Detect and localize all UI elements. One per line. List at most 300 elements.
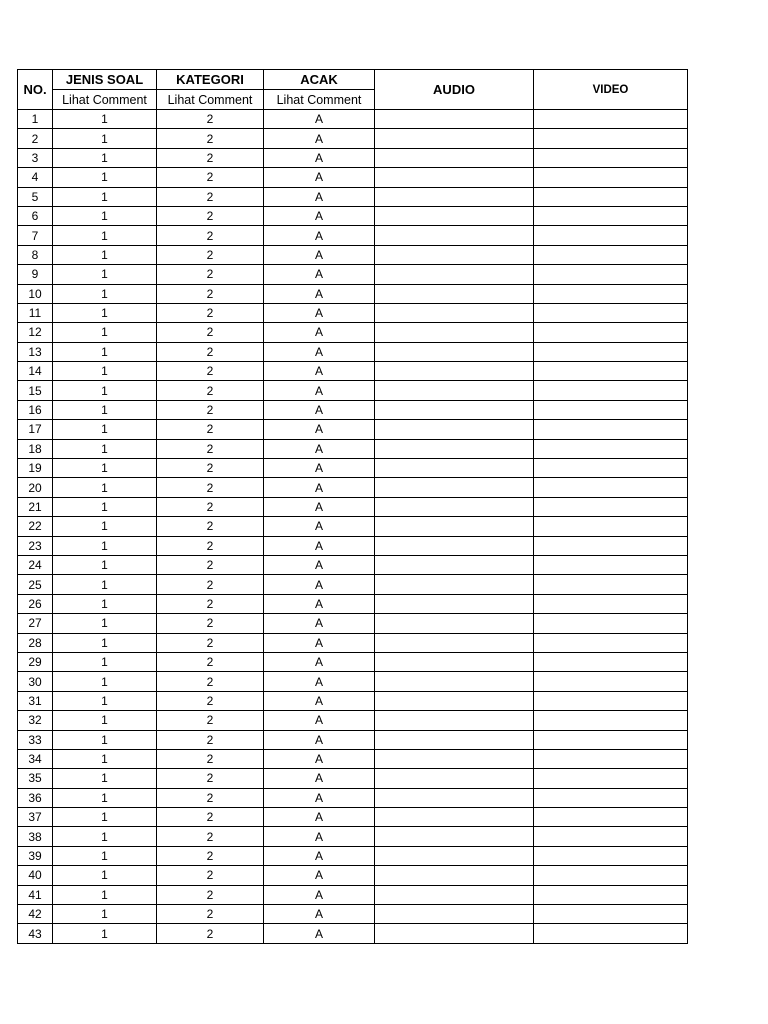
cell-jenis-soal[interactable]: 1 <box>53 245 157 264</box>
table-row <box>18 769 688 788</box>
cell-no[interactable]: 32 <box>18 711 53 730</box>
cell-acak[interactable]: A <box>264 284 375 303</box>
cell-kategori[interactable]: 2 <box>157 226 264 245</box>
cell-kategori[interactable]: 2 <box>157 187 264 206</box>
cell-no[interactable]: 18 <box>18 439 53 458</box>
cell-acak[interactable]: A <box>264 245 375 264</box>
cell-audio[interactable] <box>375 168 534 187</box>
cell-audio[interactable] <box>375 342 534 361</box>
subheader-jenis-soal[interactable]: Lihat Comment <box>53 90 157 110</box>
cell-jenis-soal[interactable]: 1 <box>53 226 157 245</box>
cell-audio[interactable] <box>375 265 534 284</box>
cell-no[interactable]: 42 <box>18 905 53 924</box>
cell-kategori[interactable]: 2 <box>157 885 264 904</box>
cell-jenis-soal[interactable]: 1 <box>53 439 157 458</box>
cell-kategori[interactable]: 2 <box>157 439 264 458</box>
cell-acak[interactable]: A <box>264 711 375 730</box>
cell-jenis-soal[interactable]: 1 <box>53 265 157 284</box>
table-row <box>18 400 688 419</box>
cell-audio[interactable] <box>375 594 534 613</box>
cell-no[interactable]: 31 <box>18 691 53 710</box>
cell-jenis-soal[interactable]: 1 <box>53 187 157 206</box>
cell-audio[interactable] <box>375 924 534 943</box>
cell-video[interactable] <box>534 478 688 497</box>
cell-jenis-soal[interactable]: 1 <box>53 885 157 904</box>
cell-jenis-soal[interactable]: 1 <box>53 614 157 633</box>
cell-video[interactable] <box>534 846 688 865</box>
cell-acak[interactable]: A <box>264 342 375 361</box>
table-row <box>18 439 688 458</box>
cell-jenis-soal[interactable]: 1 <box>53 866 157 885</box>
cell-acak[interactable]: A <box>264 400 375 419</box>
table-row <box>18 614 688 633</box>
cell-kategori[interactable]: 2 <box>157 284 264 303</box>
cell-kategori[interactable]: 2 <box>157 148 264 167</box>
cell-audio[interactable] <box>375 866 534 885</box>
cell-jenis-soal[interactable]: 1 <box>53 110 157 129</box>
cell-audio[interactable] <box>375 129 534 148</box>
cell-kategori[interactable]: 2 <box>157 381 264 400</box>
table-row <box>18 381 688 400</box>
table-row <box>18 226 688 245</box>
question-table <box>17 69 688 944</box>
cell-video[interactable] <box>534 459 688 478</box>
cell-no[interactable]: 2 <box>18 129 53 148</box>
table-row <box>18 187 688 206</box>
cell-acak[interactable]: A <box>264 478 375 497</box>
cell-video[interactable] <box>534 924 688 943</box>
cell-acak[interactable]: A <box>264 769 375 788</box>
table-row <box>18 342 688 361</box>
cell-audio[interactable] <box>375 148 534 167</box>
cell-video[interactable] <box>534 594 688 613</box>
cell-audio[interactable] <box>375 633 534 652</box>
cell-kategori[interactable]: 2 <box>157 555 264 574</box>
cell-video[interactable] <box>534 148 688 167</box>
cell-no[interactable]: 9 <box>18 265 53 284</box>
cell-audio[interactable] <box>375 245 534 264</box>
cell-video[interactable] <box>534 420 688 439</box>
cell-no[interactable]: 33 <box>18 730 53 749</box>
cell-audio[interactable] <box>375 323 534 342</box>
table-header <box>18 70 688 110</box>
cell-jenis-soal[interactable]: 1 <box>53 129 157 148</box>
column-header-acak[interactable]: ACAK <box>264 70 375 90</box>
cell-audio[interactable] <box>375 905 534 924</box>
cell-audio[interactable] <box>375 827 534 846</box>
cell-jenis-soal[interactable]: 1 <box>53 323 157 342</box>
cell-video[interactable] <box>534 691 688 710</box>
cell-kategori[interactable]: 2 <box>157 711 264 730</box>
table-row <box>18 497 688 516</box>
cell-audio[interactable] <box>375 284 534 303</box>
cell-video[interactable] <box>534 206 688 225</box>
cell-audio[interactable] <box>375 788 534 807</box>
cell-acak[interactable]: A <box>264 885 375 904</box>
cell-no[interactable]: 16 <box>18 400 53 419</box>
table-row <box>18 536 688 555</box>
cell-kategori[interactable]: 2 <box>157 808 264 827</box>
cell-acak[interactable]: A <box>264 575 375 594</box>
cell-jenis-soal[interactable]: 1 <box>53 206 157 225</box>
table-row <box>18 129 688 148</box>
cell-audio[interactable] <box>375 517 534 536</box>
cell-video[interactable] <box>534 168 688 187</box>
cell-acak[interactable]: A <box>264 633 375 652</box>
cell-kategori[interactable]: 2 <box>157 420 264 439</box>
cell-video[interactable] <box>534 652 688 671</box>
cell-kategori[interactable]: 2 <box>157 749 264 768</box>
cell-video[interactable] <box>534 187 688 206</box>
cell-no[interactable]: 23 <box>18 536 53 555</box>
cell-no[interactable]: 1 <box>18 110 53 129</box>
cell-jenis-soal[interactable]: 1 <box>53 497 157 516</box>
cell-no[interactable]: 21 <box>18 497 53 516</box>
cell-jenis-soal[interactable]: 1 <box>53 362 157 381</box>
cell-jenis-soal[interactable]: 1 <box>53 342 157 361</box>
cell-kategori[interactable]: 2 <box>157 245 264 264</box>
cell-acak[interactable]: A <box>264 924 375 943</box>
cell-audio[interactable] <box>375 187 534 206</box>
cell-jenis-soal[interactable]: 1 <box>53 808 157 827</box>
cell-audio[interactable] <box>375 555 534 574</box>
cell-video[interactable] <box>534 633 688 652</box>
cell-acak[interactable]: A <box>264 691 375 710</box>
cell-jenis-soal[interactable]: 1 <box>53 517 157 536</box>
cell-kategori[interactable]: 2 <box>157 168 264 187</box>
cell-video[interactable] <box>534 788 688 807</box>
table-row <box>18 711 688 730</box>
cell-audio[interactable] <box>375 303 534 322</box>
cell-kategori[interactable]: 2 <box>157 265 264 284</box>
cell-kategori[interactable]: 2 <box>157 846 264 865</box>
cell-audio[interactable] <box>375 652 534 671</box>
cell-jenis-soal[interactable]: 1 <box>53 905 157 924</box>
cell-audio[interactable] <box>375 614 534 633</box>
table-row <box>18 265 688 284</box>
cell-kategori[interactable]: 2 <box>157 342 264 361</box>
cell-acak[interactable]: A <box>264 381 375 400</box>
cell-acak[interactable]: A <box>264 517 375 536</box>
cell-jenis-soal[interactable]: 1 <box>53 303 157 322</box>
cell-jenis-soal[interactable]: 1 <box>53 633 157 652</box>
cell-jenis-soal[interactable]: 1 <box>53 381 157 400</box>
cell-acak[interactable]: A <box>264 788 375 807</box>
cell-no[interactable]: 36 <box>18 788 53 807</box>
cell-jenis-soal[interactable]: 1 <box>53 924 157 943</box>
cell-acak[interactable]: A <box>264 362 375 381</box>
cell-audio[interactable] <box>375 400 534 419</box>
cell-kategori[interactable]: 2 <box>157 730 264 749</box>
cell-kategori[interactable]: 2 <box>157 362 264 381</box>
cell-jenis-soal[interactable]: 1 <box>53 400 157 419</box>
cell-audio[interactable] <box>375 536 534 555</box>
cell-jenis-soal[interactable]: 1 <box>53 672 157 691</box>
cell-kategori[interactable]: 2 <box>157 110 264 129</box>
cell-kategori[interactable]: 2 <box>157 866 264 885</box>
cell-video[interactable] <box>534 517 688 536</box>
cell-jenis-soal[interactable]: 1 <box>53 148 157 167</box>
cell-acak[interactable]: A <box>264 497 375 516</box>
cell-kategori[interactable]: 2 <box>157 827 264 846</box>
cell-kategori[interactable]: 2 <box>157 633 264 652</box>
cell-video[interactable] <box>534 672 688 691</box>
cell-jenis-soal[interactable]: 1 <box>53 168 157 187</box>
cell-kategori[interactable]: 2 <box>157 536 264 555</box>
cell-no[interactable]: 37 <box>18 808 53 827</box>
cell-video[interactable] <box>534 905 688 924</box>
cell-jenis-soal[interactable]: 1 <box>53 284 157 303</box>
cell-jenis-soal[interactable]: 1 <box>53 594 157 613</box>
table-row <box>18 846 688 865</box>
cell-kategori[interactable]: 2 <box>157 672 264 691</box>
cell-no[interactable]: 17 <box>18 420 53 439</box>
cell-no[interactable]: 3 <box>18 148 53 167</box>
cell-acak[interactable]: A <box>264 226 375 245</box>
cell-audio[interactable] <box>375 420 534 439</box>
table-row <box>18 206 688 225</box>
cell-no[interactable]: 27 <box>18 614 53 633</box>
cell-jenis-soal[interactable]: 1 <box>53 536 157 555</box>
cell-video[interactable] <box>534 575 688 594</box>
cell-video[interactable] <box>534 245 688 264</box>
cell-audio[interactable] <box>375 439 534 458</box>
header-row <box>18 70 688 90</box>
cell-no[interactable]: 7 <box>18 226 53 245</box>
cell-kategori[interactable]: 2 <box>157 459 264 478</box>
cell-jenis-soal[interactable]: 1 <box>53 652 157 671</box>
cell-video[interactable] <box>534 265 688 284</box>
cell-acak[interactable]: A <box>264 672 375 691</box>
cell-acak[interactable]: A <box>264 187 375 206</box>
cell-jenis-soal[interactable]: 1 <box>53 788 157 807</box>
cell-no[interactable]: 40 <box>18 866 53 885</box>
cell-audio[interactable] <box>375 478 534 497</box>
cell-audio[interactable] <box>375 206 534 225</box>
cell-jenis-soal[interactable]: 1 <box>53 827 157 846</box>
table-row <box>18 323 688 342</box>
cell-kategori[interactable]: 2 <box>157 691 264 710</box>
cell-video[interactable] <box>534 614 688 633</box>
cell-video[interactable] <box>534 827 688 846</box>
cell-no[interactable]: 41 <box>18 885 53 904</box>
cell-acak[interactable]: A <box>264 808 375 827</box>
cell-kategori[interactable]: 2 <box>157 614 264 633</box>
cell-no[interactable]: 24 <box>18 555 53 574</box>
cell-acak[interactable]: A <box>264 555 375 574</box>
cell-jenis-soal[interactable]: 1 <box>53 575 157 594</box>
cell-no[interactable]: 15 <box>18 381 53 400</box>
cell-video[interactable] <box>534 866 688 885</box>
cell-kategori[interactable]: 2 <box>157 517 264 536</box>
cell-acak[interactable]: A <box>264 110 375 129</box>
cell-acak[interactable]: A <box>264 536 375 555</box>
cell-kategori[interactable]: 2 <box>157 323 264 342</box>
cell-no[interactable]: 20 <box>18 478 53 497</box>
cell-video[interactable] <box>534 711 688 730</box>
cell-acak[interactable]: A <box>264 614 375 633</box>
cell-video[interactable] <box>534 730 688 749</box>
cell-acak[interactable]: A <box>264 866 375 885</box>
cell-acak[interactable]: A <box>264 846 375 865</box>
cell-audio[interactable] <box>375 749 534 768</box>
column-header-jenis-soal[interactable]: JENIS SOAL <box>53 70 157 90</box>
cell-no[interactable]: 43 <box>18 924 53 943</box>
cell-video[interactable] <box>534 439 688 458</box>
cell-no[interactable]: 22 <box>18 517 53 536</box>
cell-no[interactable]: 25 <box>18 575 53 594</box>
table-row <box>18 148 688 167</box>
cell-kategori[interactable]: 2 <box>157 497 264 516</box>
cell-kategori[interactable]: 2 <box>157 478 264 497</box>
cell-audio[interactable] <box>375 711 534 730</box>
cell-video[interactable] <box>534 284 688 303</box>
cell-no[interactable]: 30 <box>18 672 53 691</box>
cell-video[interactable] <box>534 400 688 419</box>
cell-no[interactable]: 4 <box>18 168 53 187</box>
cell-jenis-soal[interactable]: 1 <box>53 730 157 749</box>
cell-video[interactable] <box>534 323 688 342</box>
column-header-no[interactable]: NO. <box>18 70 53 110</box>
cell-audio[interactable] <box>375 885 534 904</box>
cell-video[interactable] <box>534 303 688 322</box>
cell-jenis-soal[interactable]: 1 <box>53 478 157 497</box>
cell-jenis-soal[interactable]: 1 <box>53 555 157 574</box>
cell-audio[interactable] <box>375 691 534 710</box>
table-row <box>18 885 688 904</box>
cell-acak[interactable]: A <box>264 652 375 671</box>
table-body <box>18 110 688 944</box>
cell-jenis-soal[interactable]: 1 <box>53 459 157 478</box>
cell-jenis-soal[interactable]: 1 <box>53 749 157 768</box>
cell-no[interactable]: 11 <box>18 303 53 322</box>
cell-audio[interactable] <box>375 459 534 478</box>
table-row <box>18 517 688 536</box>
cell-acak[interactable]: A <box>264 905 375 924</box>
table-row <box>18 478 688 497</box>
cell-kategori[interactable]: 2 <box>157 594 264 613</box>
cell-video[interactable] <box>534 342 688 361</box>
cell-acak[interactable]: A <box>264 206 375 225</box>
cell-jenis-soal[interactable]: 1 <box>53 846 157 865</box>
cell-jenis-soal[interactable]: 1 <box>53 691 157 710</box>
column-header-video[interactable]: VIDEO <box>534 70 688 110</box>
column-header-audio[interactable]: AUDIO <box>375 70 534 110</box>
table-row <box>18 749 688 768</box>
cell-jenis-soal[interactable]: 1 <box>53 711 157 730</box>
cell-acak[interactable]: A <box>264 148 375 167</box>
cell-acak[interactable]: A <box>264 303 375 322</box>
cell-no[interactable]: 39 <box>18 846 53 865</box>
table-row <box>18 594 688 613</box>
cell-audio[interactable] <box>375 381 534 400</box>
cell-audio[interactable] <box>375 362 534 381</box>
table-row <box>18 555 688 574</box>
cell-kategori[interactable]: 2 <box>157 905 264 924</box>
cell-audio[interactable] <box>375 226 534 245</box>
cell-acak[interactable]: A <box>264 420 375 439</box>
cell-no[interactable]: 5 <box>18 187 53 206</box>
cell-kategori[interactable]: 2 <box>157 788 264 807</box>
cell-kategori[interactable]: 2 <box>157 652 264 671</box>
cell-video[interactable] <box>534 497 688 516</box>
cell-video[interactable] <box>534 555 688 574</box>
cell-video[interactable] <box>534 808 688 827</box>
cell-no[interactable]: 28 <box>18 633 53 652</box>
table-row <box>18 866 688 885</box>
cell-no[interactable]: 35 <box>18 769 53 788</box>
cell-kategori[interactable]: 2 <box>157 303 264 322</box>
cell-audio[interactable] <box>375 808 534 827</box>
cell-jenis-soal[interactable]: 1 <box>53 420 157 439</box>
cell-no[interactable]: 19 <box>18 459 53 478</box>
cell-audio[interactable] <box>375 672 534 691</box>
cell-acak[interactable]: A <box>264 730 375 749</box>
cell-kategori[interactable]: 2 <box>157 129 264 148</box>
cell-audio[interactable] <box>375 846 534 865</box>
cell-acak[interactable]: A <box>264 827 375 846</box>
cell-video[interactable] <box>534 381 688 400</box>
cell-video[interactable] <box>534 129 688 148</box>
cell-no[interactable]: 14 <box>18 362 53 381</box>
table-row <box>18 245 688 264</box>
column-header-kategori[interactable]: KATEGORI <box>157 70 264 90</box>
cell-no[interactable]: 6 <box>18 206 53 225</box>
cell-video[interactable] <box>534 536 688 555</box>
cell-acak[interactable]: A <box>264 439 375 458</box>
table-row <box>18 303 688 322</box>
cell-video[interactable] <box>534 769 688 788</box>
table-row <box>18 808 688 827</box>
cell-video[interactable] <box>534 110 688 129</box>
cell-video[interactable] <box>534 226 688 245</box>
cell-kategori[interactable]: 2 <box>157 400 264 419</box>
cell-no[interactable]: 12 <box>18 323 53 342</box>
cell-acak[interactable]: A <box>264 749 375 768</box>
cell-audio[interactable] <box>375 110 534 129</box>
cell-no[interactable]: 34 <box>18 749 53 768</box>
cell-no[interactable]: 38 <box>18 827 53 846</box>
cell-no[interactable]: 26 <box>18 594 53 613</box>
cell-audio[interactable] <box>375 575 534 594</box>
cell-jenis-soal[interactable]: 1 <box>53 769 157 788</box>
cell-acak[interactable]: A <box>264 168 375 187</box>
cell-acak[interactable]: A <box>264 459 375 478</box>
cell-kategori[interactable]: 2 <box>157 769 264 788</box>
subheader-acak[interactable]: Lihat Comment <box>264 90 375 110</box>
cell-kategori[interactable]: 2 <box>157 575 264 594</box>
cell-audio[interactable] <box>375 730 534 749</box>
cell-no[interactable]: 13 <box>18 342 53 361</box>
cell-audio[interactable] <box>375 497 534 516</box>
spreadsheet-sheet <box>17 69 688 944</box>
table-row <box>18 459 688 478</box>
cell-video[interactable] <box>534 362 688 381</box>
cell-acak[interactable]: A <box>264 265 375 284</box>
cell-kategori[interactable]: 2 <box>157 206 264 225</box>
cell-acak[interactable]: A <box>264 129 375 148</box>
subheader-kategori[interactable]: Lihat Comment <box>157 90 264 110</box>
cell-audio[interactable] <box>375 769 534 788</box>
cell-video[interactable] <box>534 749 688 768</box>
cell-kategori[interactable]: 2 <box>157 924 264 943</box>
cell-no[interactable]: 29 <box>18 652 53 671</box>
cell-no[interactable]: 8 <box>18 245 53 264</box>
cell-acak[interactable]: A <box>264 594 375 613</box>
cell-acak[interactable]: A <box>264 323 375 342</box>
cell-video[interactable] <box>534 885 688 904</box>
cell-no[interactable]: 10 <box>18 284 53 303</box>
